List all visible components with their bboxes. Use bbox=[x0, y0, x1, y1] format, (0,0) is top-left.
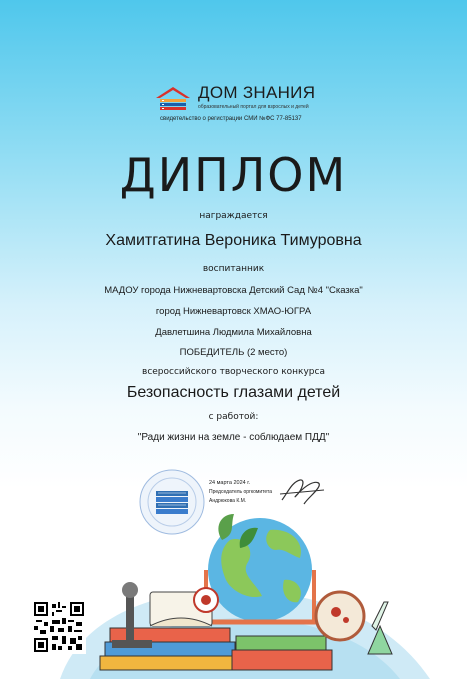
brand-name: ДОМ ЗНАНИЯ bbox=[198, 83, 316, 102]
recipient-role: воспитанник bbox=[202, 264, 265, 274]
diploma-title: ДИПЛОМ bbox=[119, 148, 348, 202]
qr-code[interactable] bbox=[32, 600, 86, 654]
signer-position: Председатель оргкомитета bbox=[209, 489, 272, 495]
contest-type: всероссийского творческого конкурса bbox=[142, 367, 325, 377]
organization: МАДОУ города Нижневартовска Детский Сад №4 "Сказка" bbox=[104, 285, 363, 296]
signature-date: 24 марта 2024 г. bbox=[209, 480, 251, 486]
city: город Нижневартовск ХМАО-ЮГРА bbox=[155, 306, 312, 317]
work-title: "Ради жизни на земле - соблюдаем ПДД" bbox=[137, 432, 330, 443]
brand-logo bbox=[0, 82, 467, 132]
teacher-name: Давлетшина Людмила Михайловна bbox=[155, 327, 312, 338]
awarded-label: награждается bbox=[199, 211, 268, 221]
signer-name: Андрюкова К.М. bbox=[209, 498, 247, 504]
award-place: ПОБЕДИТЕЛЬ (2 место) bbox=[179, 347, 288, 358]
house-books-icon bbox=[154, 86, 192, 112]
work-label: с работой: bbox=[208, 412, 259, 422]
recipient-name: Хамитгатина Вероника Тимуровна bbox=[105, 232, 362, 249]
brand-tagline: образовательный портал для взрослых и детей bbox=[198, 104, 309, 110]
contest-name: Безопасность глазами детей bbox=[126, 384, 341, 401]
registration-number: свидетельство о регистрации СМИ №ФС 77-85137 bbox=[160, 116, 302, 122]
